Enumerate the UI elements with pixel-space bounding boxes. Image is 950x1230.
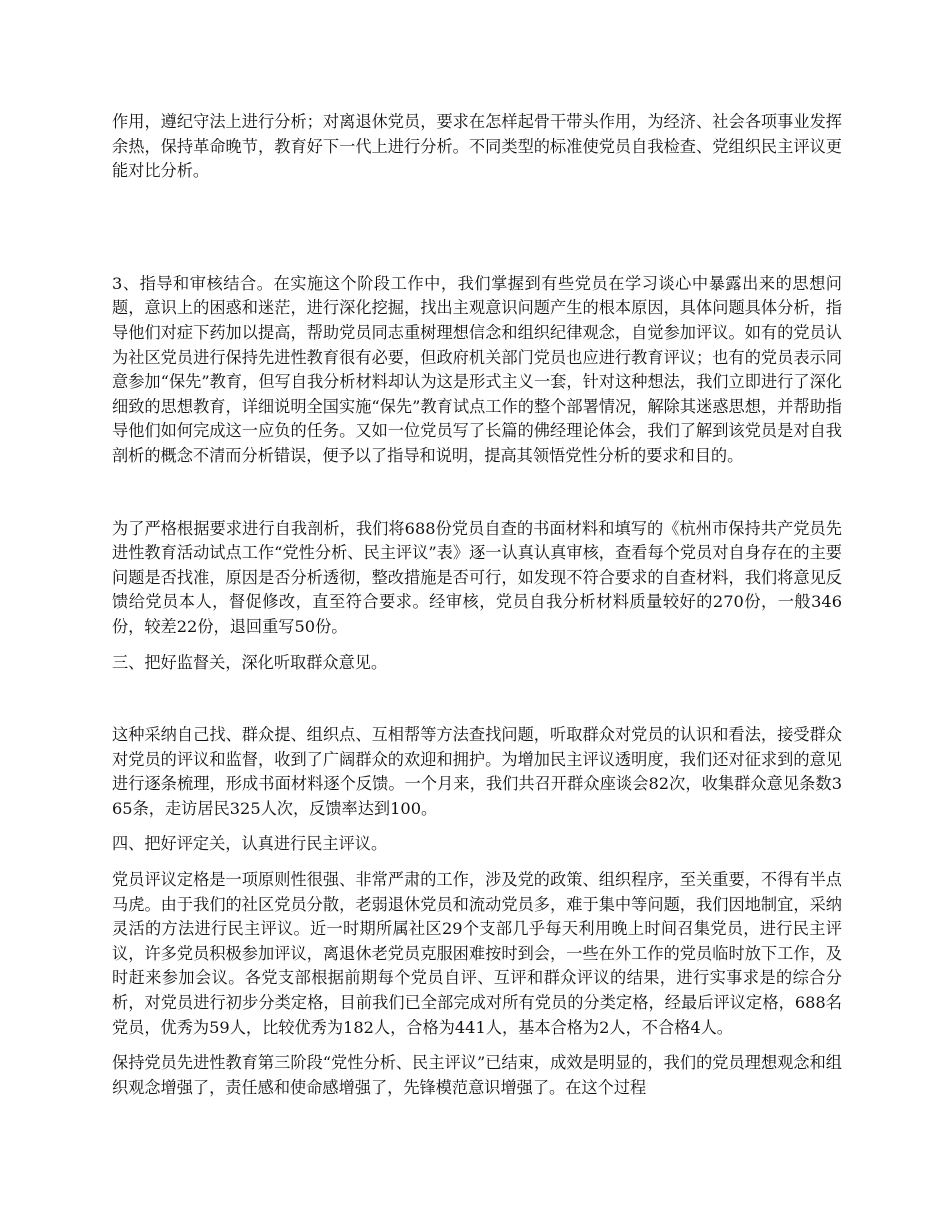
paragraph-analysis-standards: 作用，遵纪守法上进行分析；对离退休党员，要求在怎样起骨干带头作用，为经济、社会各项事业发挥余热，保持革命晚节，教育好下一代上进行分析。不同类型的标准使党员自我检查、党组织民主评议更能对比分析。 — [112, 112, 842, 181]
paragraph-public-opinion: 这种采纳自己找、群众提、组织点、互相帮等方法查找问题，听取群众对党员的认识和看法，接受群众对党员的评议和监督，收到了广阔群众的欢迎和拥护。为增加民主评议透明度，我们还对征求到的意见进行逐条梳理，形成书面材料逐个反馈。一个月来，我们共召开群众座谈会82次，收集群众意见条数365条，走访居民325人次，反馈率达到100。 — [112, 725, 842, 818]
section-heading-supervision: 三、把好监督关，深化听取群众意见。 — [112, 652, 388, 672]
paragraph-conclusion: 保持党员先进性教育第三阶段“党性分析、民主评议”已结束，成效是明显的，我们的党员理想观念和组织观念增强了，责任感和使命感增强了，先锋模范意识增强了。在这个过程 — [112, 1053, 842, 1097]
section-heading-evaluation: 四、把好评定关，认真进行民主评议。 — [112, 834, 388, 854]
document-page — [112, 110, 842, 1100]
paragraph-guidance-review: 3、指导和审核结合。在实施这个阶段工作中，我们掌握到有些党员在学习谈心中暴露出来的思想问题，意识上的困惑和迷茫，进行深化挖掘，找出主观意识问题产生的根本原因，具体问题具体分析，指导他们对症下药加以提高，帮助党员同志重树理想信念和组织纪律观念，自觉参加评议。如有的党员认为社区党员进行保持先进性教育很有必要，但政府机关部门党员也应进行教育评议；也有的党员表示同意参加“保先”教育，但写自我分析材料却认为这是形式主义一套，针对这种想法，我们立即进行了深化细致的思想教育，详细说明全国实施“保先”教育试点工作的整个部署情况，解除其迷惑思想，并帮助指导他们如何完成这一应负的任务。又如一位党员写了长篇的佛经理论体会，我们了解到该党员是对自我剖析的概念不清而分析错误，便予以了指导和说明，提高其领悟党性分析的要求和目的。 — [112, 273, 842, 465]
paragraph-self-analysis-audit: 为了严格根据要求进行自我剖析，我们将688份党员自查的书面材料和填写的《杭州市保持共产党员先进性教育活动试点工作“党性分析、民主评议”表》逐一认真认真审核，查看每个党员对自身存在的主要问题是否找准，原因是否分析透彻，整改措施是否可行，如发现不符合要求的自查材料，我们将意见反馈给党员本人，督促修改，直至符合要求。经审核，党员自我分析材料质量较好的270份，一般346份，较差22份，退回重写50份。 — [112, 518, 842, 636]
paragraph-democratic-evaluation: 党员评议定格是一项原则性很强、非常严肃的工作，涉及党的政策、组织程序，至关重要，不得有半点马虎。由于我们的社区党员分散，老弱退休党员和流动党员多，难于集中等问题，我们因地制宜，采纳灵活的方法进行民主评议。近一时期所属社区29个支部几乎每天利用晚上时间召集党员，进行民主评议，许多党员积极参加评议，离退休老党员克服困难按时到会，一些在外工作的党员临时放下工作，及时赶来参加会议。各党支部根据前期每个党员自评、互评和群众评议的结果，进行实事求是的综合分析，对党员进行初步分类定格，目前我们已全部完成对所有党员的分类定格，经最后评议定格，688名党员，优秀为59人，比较优秀为182人，合格为441人，基本合格为2人，不合格4人。 — [112, 870, 842, 1037]
